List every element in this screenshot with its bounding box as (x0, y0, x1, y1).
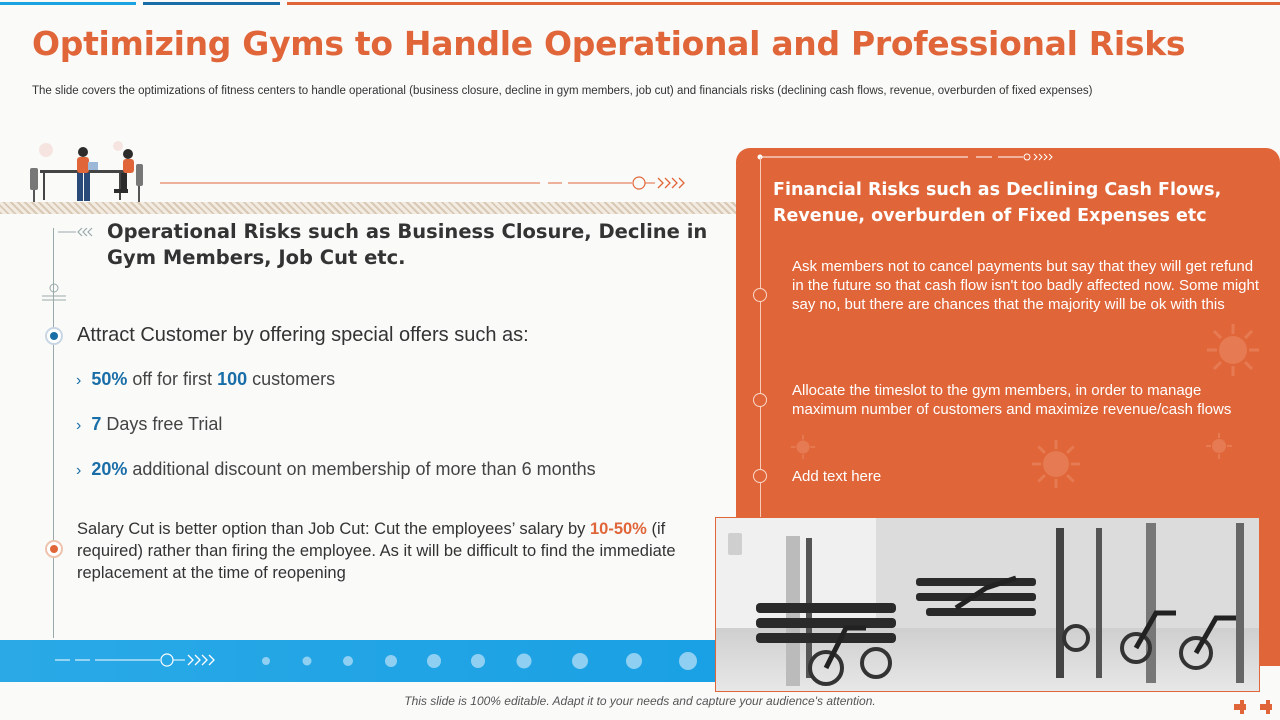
hatched-divider (0, 202, 736, 214)
timeline-dot-blue (45, 327, 63, 345)
slide-title: Optimizing Gyms to Handle Operational and Professional Risks (32, 24, 1186, 63)
virus-icon (790, 434, 816, 460)
stripe-orange (287, 2, 1280, 5)
chevron-right-icon: › (76, 417, 82, 434)
financial-risks-heading: Financial Risks such as Declining Cash Flows, Revenue, overburden of Fixed Expenses etc (773, 180, 1222, 226)
offer-highlight: 50% (91, 369, 128, 389)
virus-icon (1030, 438, 1082, 490)
operational-risks-heading: Operational Risks such as Business Closure, Decline in Gym Members, Job Cut etc. (107, 220, 708, 269)
offer-item (76, 369, 335, 390)
band-decoration (0, 640, 740, 682)
offer-highlight: 7 (91, 414, 102, 434)
salary-highlight: 10-50% (589, 520, 647, 538)
offer-highlight: 20% (91, 459, 128, 479)
offer-text: off for first (127, 369, 218, 389)
offer-highlight-2: 100 (217, 369, 248, 389)
timeline-dot-orange (45, 540, 63, 558)
corner-decoration-icon (1232, 698, 1276, 716)
footer-note: This slide is 100% editable. Adapt it to your needs and capture your audience's attention. (404, 694, 876, 708)
timeline-node-icon (40, 282, 68, 302)
attract-customer-text: Attract Customer by offering special offers such as: (77, 324, 529, 346)
slide-subtitle: The slide covers the optimizations of fitness centers to handle operational (business closure, decline in gym members, job cut) and financials risks (declining cash flows, revenue, overburden of fixed expenses) (32, 85, 1093, 97)
stripe-dark-blue (143, 2, 280, 5)
virus-icon (1205, 322, 1261, 378)
top-stripes (0, 0, 1280, 6)
salary-cut-text (77, 518, 717, 584)
offer-text: Days free Trial (101, 414, 223, 434)
chevron-right-icon: › (76, 372, 82, 389)
panel-timeline-dot (753, 393, 767, 407)
panel-timeline-line (760, 157, 761, 517)
offer-item (76, 414, 222, 435)
connector-line (160, 172, 700, 194)
financial-item: Add text here (792, 468, 882, 485)
stripe-light-blue (0, 2, 136, 5)
salary-text-a: Salary Cut is better option than Job Cut: Cut the employees’ salary by (77, 520, 590, 538)
gym-photo (715, 517, 1260, 692)
chevron-right-icon: › (76, 462, 82, 479)
virus-icon (1205, 432, 1233, 460)
panel-connector (748, 150, 1068, 164)
offer-text: additional discount on membership of more than 6 months (127, 459, 596, 479)
panel-timeline-dot (753, 288, 767, 302)
financial-item: Ask members not to cancel payments but say that they will get refund in the future so that cash flow isn't too badly affected now. Some might say no, but there are chances that the majority will be ok with this (792, 258, 1260, 313)
salary-text-b: (if required) rather than firing the employee. As it will be difficult to find the immediate replacement at the time of reopening (77, 520, 676, 582)
financial-item: Allocate the timeslot to the gym members, in order to manage maximum number of customers and maximize revenue/cash flows (792, 382, 1232, 418)
offer-item (76, 459, 596, 480)
offer-text-2: customers (247, 369, 336, 389)
panel-timeline-dot (753, 469, 767, 483)
left-arrow-connector (58, 222, 108, 242)
